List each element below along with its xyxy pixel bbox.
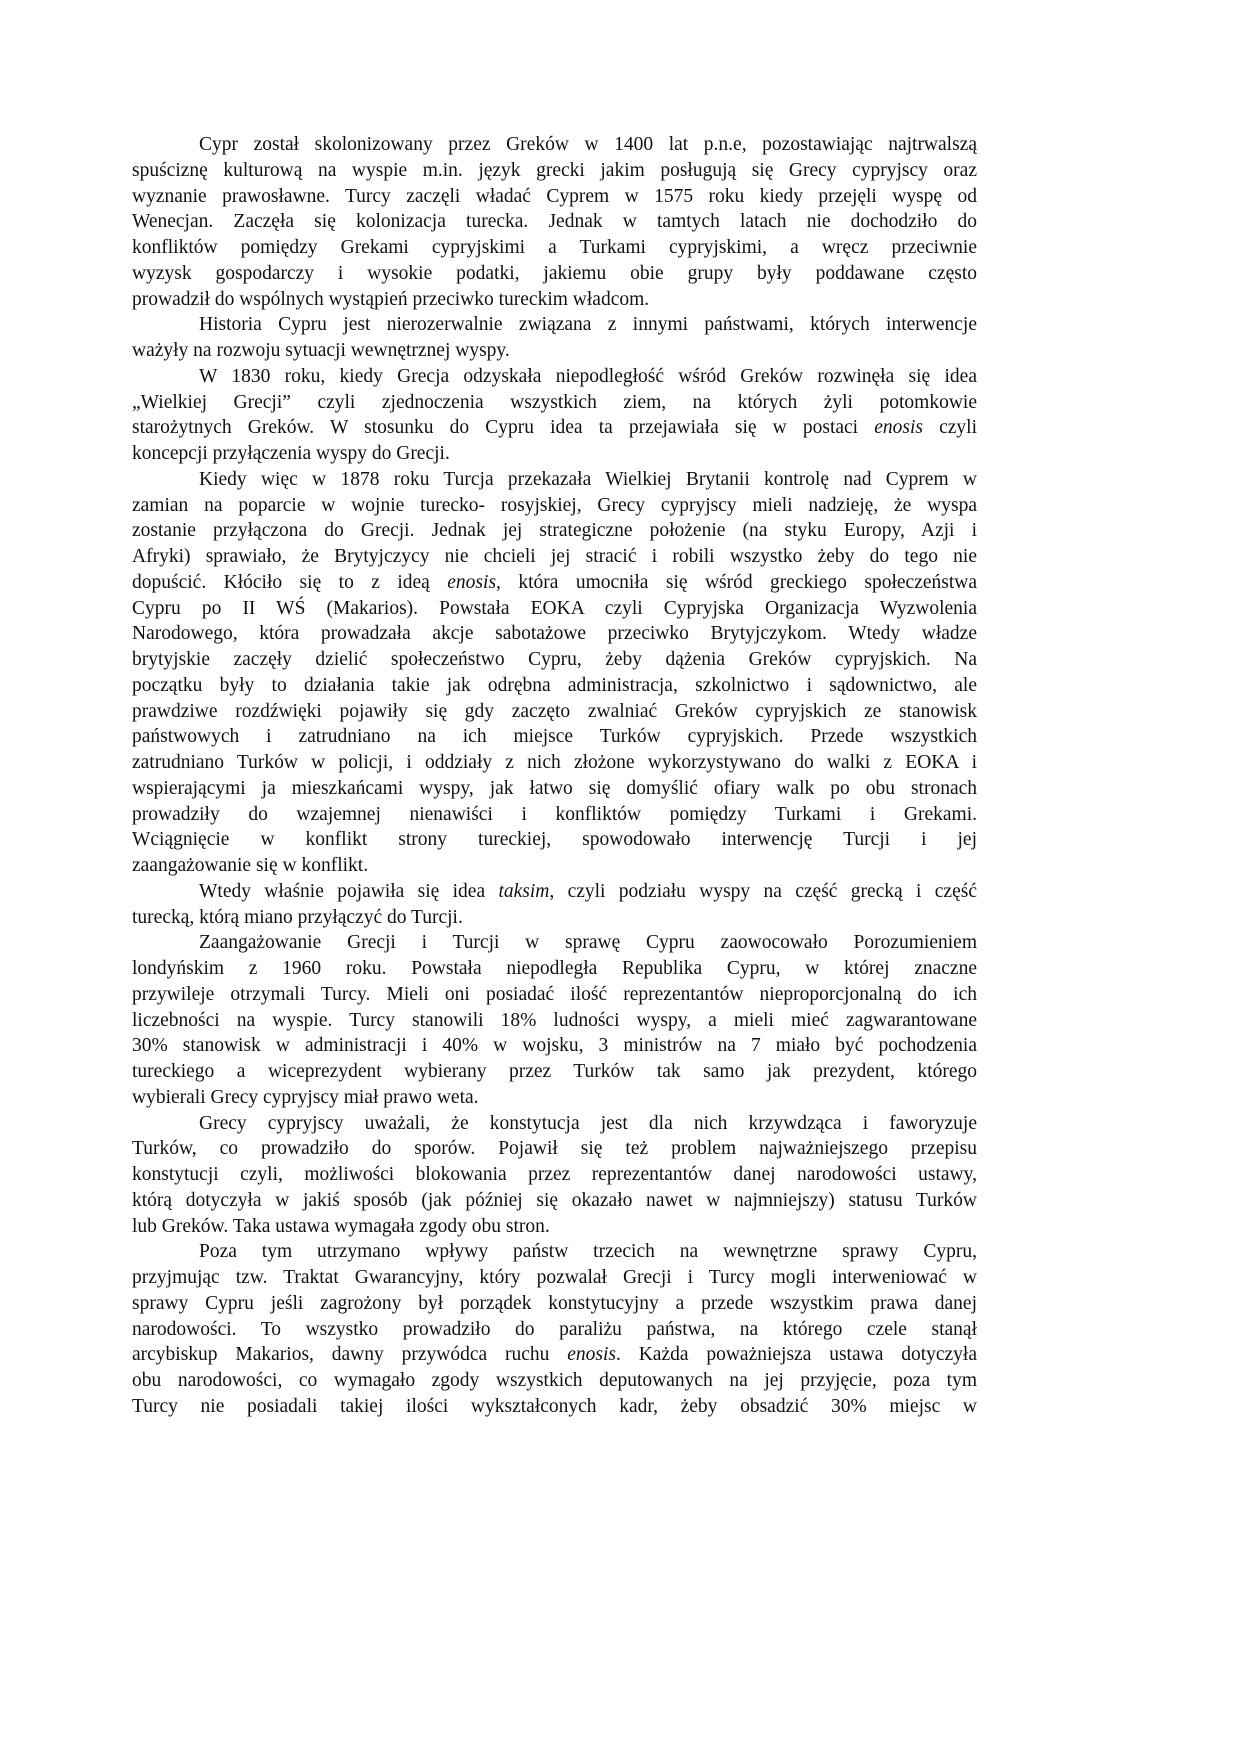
text-line: tureckiego a wiceprezydent wybierany przez Turków tak samo jak prezydent, którego (132, 1061, 977, 1082)
text-line: Historia Cypru jest nierozerwalnie związana z innymi państwami, których interwencje (199, 314, 977, 336)
text-line: koncepcji przyłączenia wyspy do Grecji. (132, 443, 450, 464)
text-segment: Wtedy właśnie pojawiła się idea (199, 880, 499, 902)
text-line (132, 879, 977, 905)
text-line (132, 570, 977, 596)
paragraph (132, 132, 977, 312)
text-segment: . Każda poważniejsza ustawa dotyczyła (615, 1344, 977, 1366)
text-line: którą dotyczyła w jakiś sposób (jak później się okazało nawet w najmniejszy) statusu Turków (132, 1189, 977, 1211)
text-line: brytyjskie zaczęły dzielić społeczeństwo Cypru, żeby dążenia Greków cypryjskich. Na (132, 649, 977, 670)
text-line: zostanie przyłączona do Grecji. Jednak jej strategiczne położenie (na styku Europy, Azji i (132, 520, 977, 542)
text-line: 30% stanowisk w administracji i 40% w wojsku, 3 ministrów na 7 miało być pochodzenia (132, 1035, 977, 1057)
text-line: Cypru po II WŚ (Makarios). Powstała EOKA czyli Cypryjska Organizacja Wyzwolenia (132, 597, 977, 619)
text-segment: , czyli podziału wyspy na część grecką i część (549, 880, 977, 902)
text-line: prowadziły do wzajemnej nienawiści i konfliktów pomiędzy Turkami i Grekami. (132, 803, 977, 825)
text-line: „Wielkiej Grecji” czyli zjednoczenia wszystkich ziem, na których żyli potomkowie (132, 391, 977, 413)
text-line: Turcy nie posiadali takiej ilości wykształconych kadr, żeby obsadzić 30% miejsc w (132, 1395, 977, 1417)
text-line: początku były to działania takie jak odrębna administracja, szkolnictwo i sądownictwo, ale (132, 674, 977, 696)
text-segment: czyli (922, 417, 977, 439)
text-line: Zaangażowanie Grecji i Turcji w sprawę Cypru zaowocowało Porozumieniem (199, 932, 977, 954)
text-segment: arcybiskup Makarios, dawny przywódca ruchu (132, 1344, 568, 1366)
text-line: zamian na poparcie w wojnie turecko- rosyjskiej, Grecy cypryjscy mieli nadzieję, że wyspa (132, 494, 977, 516)
text-line: przywileje otrzymali Turcy. Mieli oni posiadać ilość reprezentantów nieproporcjonalną do ich (132, 983, 977, 1005)
text-line: konstytucji czyli, możliwości blokowania przez reprezentantów danej narodowości ustawy, (132, 1164, 977, 1185)
text-line: Narodowego, która prowadzała akcje sabotażowe przeciwko Brytyjczykom. Wtedy władze (132, 623, 977, 645)
text-line: zaangażowanie się w konflikt. (132, 855, 369, 876)
text-line: spuściznę kulturową na wyspie m.in. język grecki jakim posługują się Grecy cypryjscy oraz (132, 159, 977, 181)
paragraph (132, 1111, 977, 1240)
text-line: Wciągnięcie w konflikt strony tureckiej, spowodowało interwencję Turcji i jej (132, 829, 977, 851)
text-line: obu narodowości, co wymagało zgody wszystkich deputowanych na jej przyjęcie, poza tym (132, 1370, 977, 1391)
text-line: liczebności na wyspie. Turcy stanowili 18% ludności wyspy, a mieli mieć zagwarantowane (132, 1009, 977, 1031)
text-line: wybierali Grecy cypryjscy miał prawo weta. (132, 1086, 479, 1108)
text-line: przyjmując tzw. Traktat Gwarancyjny, który pozwalał Grecji i Turcy mogli interweniować w (132, 1267, 977, 1288)
paragraph (132, 467, 977, 879)
text-segment: starożytnych Greków. W stosunku do Cypru idea ta przejawiała się w postaci (132, 417, 875, 439)
italic-term: enosis (874, 417, 923, 439)
text-line: Kiedy więc w 1878 roku Turcja przekazała Wielkiej Brytanii kontrolę nad Cyprem w (199, 468, 977, 490)
text-line: państwowych i zatrudniano na ich miejsce Turków cypryjskich. Przede wszystkich (132, 726, 977, 748)
text-line: Turków, co prowadziło do sporów. Pojawił się też problem najważniejszego przepisu (132, 1138, 977, 1160)
italic-term: enosis (567, 1344, 616, 1366)
text-line: konfliktów pomiędzy Grekami cypryjskimi a Turkami cypryjskimi, a wręcz przeciwnie (132, 237, 977, 258)
text-line: narodowości. To wszystko prowadziło do paraliżu państwa, na którego czele stanął (132, 1318, 977, 1340)
text-segment: dopuścić. Kłóciło się to z ideą (132, 571, 448, 593)
text-line: wyznanie prawosławne. Turcy zaczęli władać Cyprem w 1575 roku kiedy przejęli wyspę od (132, 185, 977, 207)
text-line: Poza tym utrzymano wpływy państw trzecich na wewnętrzne sprawy Cypru, (199, 1241, 977, 1263)
text-line (132, 1342, 977, 1368)
text-line: prawdziwe rozdźwięki pojawiły się gdy zaczęto zwalniać Greków cypryjskich ze stanowisk (132, 700, 977, 722)
italic-term: enosis (447, 571, 497, 593)
text-line: sprawy Cypru jeśli zagrożony był porządek konstytucyjny a przede wszystkim prawa danej (132, 1292, 977, 1314)
text-line (132, 415, 977, 441)
text-line: Wenecjan. Zaczęła się kolonizacja turecka. Jednak w tamtych latach nie dochodziło do (132, 211, 977, 233)
paragraph (132, 879, 977, 931)
text-line: Grecy cypryjscy uważali, że konstytucja jest dla nich krzywdząca i faworyzuje (199, 1112, 977, 1134)
text-line: wspierającymi ja mieszkańcami wyspy, jak łatwo się domyślić ofiary walk po obu stronach (132, 777, 977, 799)
paragraph (132, 364, 977, 467)
text-line: lub Greków. Taka ustawa wymagała zgody obu stron. (132, 1215, 550, 1237)
text-line: W 1830 roku, kiedy Grecja odzyskała niepodległość wśród Greków rozwinęła się idea (199, 365, 977, 387)
italic-term: taksim (498, 880, 550, 902)
text-line: ważyły na rozwoju sytuacji wewnętrznej wyspy. (132, 340, 510, 361)
document-body (132, 132, 977, 1420)
text-line: londyńskim z 1960 roku. Powstała niepodległa Republika Cypru, w której znaczne (132, 958, 977, 979)
text-line: wyzysk gospodarczy i wysokie podatki, jakiemu obie grupy były poddawane często (132, 262, 977, 284)
text-segment: , która umocniła się wśród greckiego społeczeństwa (496, 571, 977, 593)
text-line: Afryki) sprawiało, że Brytyjczycy nie chcieli jej stracić i robili wszystko żeby do tego nie (132, 546, 977, 567)
paragraph (132, 312, 977, 364)
paragraph (132, 1239, 977, 1419)
text-line: prowadził do wspólnych wystąpień przeciwko tureckim władcom. (132, 288, 650, 310)
paragraph (132, 930, 977, 1110)
text-line: turecką, którą miano przyłączyć do Turcji. (132, 906, 463, 928)
text-line: Cypr został skolonizowany przez Greków w 1400 lat p.n.e, pozostawiając najtrwalszą (199, 134, 977, 155)
text-line: zatrudniano Turków w policji, i oddziały z nich złożone wykorzystywano do walki z EOKA i (132, 752, 977, 773)
